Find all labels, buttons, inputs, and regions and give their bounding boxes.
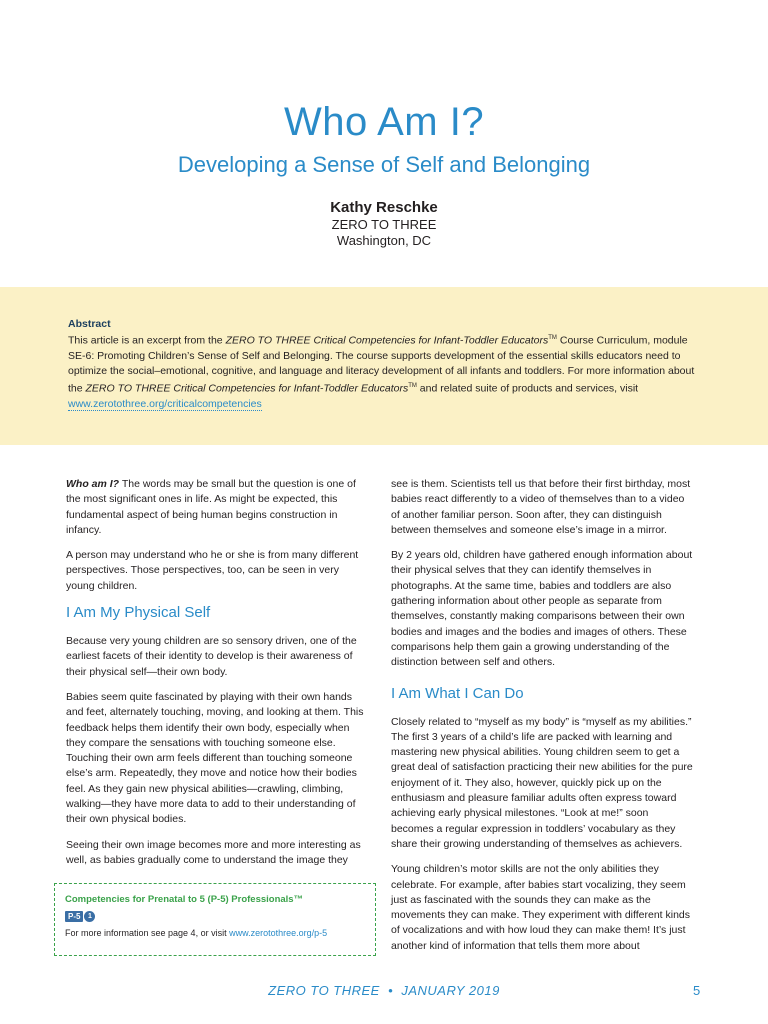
author-location: Washington, DC (336, 233, 432, 248)
left-column (66, 477, 368, 878)
section-heading-physical-self: I Am My Physical Self (66, 604, 211, 622)
paragraph: Because very young children are so sensory driven, one of the earliest facets of their identity to develop is their awareness of their physical self—their own body. (66, 635, 357, 678)
p5-badge-label: P-5 (65, 911, 83, 922)
page-number: 5 (693, 983, 701, 998)
author-block (0, 198, 768, 249)
article-subtitle: Developing a Sense of Self and Belonging (177, 152, 591, 177)
critical-competencies-link[interactable]: www.zerotothree.org/criticalcompetencies (68, 398, 262, 411)
paragraph: Young children’s motor skills are not the only abilities they celebrate. For example, after babies start vocalizing, they seem just as fascinated with the sounds they can make as the movements they can make. They experiment with different kinds of vocalizations and with how loud they can make them! It’s just another kind of information that tells them more about (391, 863, 691, 952)
paragraph: Seeing their own image becomes more and more interesting as well, as babies gradually come to understand the image they (66, 838, 361, 866)
paragraph: A person may understand who he or she is from many different perspectives. Those perspectives, too, can be seen in very young children. (66, 549, 359, 592)
paragraph: Babies seem quite fascinated by playing with their own hands and feet, alternately touching, moving, and looking at them. This feedback helps them identify their own body, especially when they compare the sensations with touching someone else. Touching their own arm feels different than touching someone else’s arm. Repeatedly, they move and notice how their bodies feel. As they gain new physical abilities—crawling, climbing, walking—they have more data to add to their understanding of their own physical bodies. (66, 690, 364, 826)
p5-badge-number-icon: 1 (84, 911, 95, 922)
author-org: ZERO TO THREE (331, 217, 437, 232)
competencies-box (54, 883, 376, 956)
paragraph: By 2 years old, children have gathered enough information about their physical selves that they can identify themselves in photographs. At the same time, babies and toddlers are also gathering information about other people as separate from themselves, constantly making comparisons between their own bodies and images and the bodies and images of others. These comparisons help them gain a growing understanding of the distinction between self and others. (391, 549, 693, 669)
paragraph: Closely related to “myself as my body” is “myself as my abilities.” The first 3 years of a child’s life are packed with learning and mastering new physical abilities. Young children seem to get a great deal of satisfaction practicing their new abilities for the pure enjoyment of it. They also, however, quickly pick up on the enthusiasm and pleasure familiar adults often express toward achieving early physical milestones. “Look at me!” soon becomes a regular expression in toddlers’ vocabulary as they share their growing understanding of themselves as achievers. (391, 715, 693, 850)
paragraph: Who am I? The words may be small but the question is one of the most significant ones in life. As might be expected, this fundamental aspect of being human begins construction in infancy. (66, 478, 356, 536)
author-name: Kathy Reschke (330, 199, 438, 216)
article-title: Who Am I? (283, 100, 485, 144)
p5-link[interactable]: www.zerotothree.org/p-5 (229, 928, 328, 938)
abstract-text: This article is an excerpt from the ZERO TO THREE Critical Competencies for Infant-Toddler Educators™ Course Curriculum, module SE-6: Promoting Children’s Sense of Self and Belonging. The course supports development of the essential skills educators need to optimize the social–emotional, cognitive, and language and literacy development of all infants and toddlers. For more information about the ZERO TO THREE Critical Competencies for Infant-Toddler Educators™ and related suite of products and services, visit www.zerotothree.org/criticalcompetencies (68, 334, 695, 411)
p5-badge (65, 911, 95, 923)
abstract-box (0, 287, 768, 445)
competencies-more-info: For more information see page 4, or visit www.zerotothree.org/p-5 (65, 928, 328, 938)
competencies-title: Competencies for Prenatal to 5 (P-5) Professionals™ (65, 894, 304, 905)
section-heading-what-i-can-do: I Am What I Can Do (391, 684, 524, 702)
footer-publication: ZERO TO THREE • JANUARY 2019 (268, 983, 500, 998)
paragraph: see is them. Scientists tell us that before their first birthday, most babies react differently to a video of themselves than to a video of another familiar person. Soon after, they can distinguish between themselves and someone else’s image in a mirror. (391, 478, 691, 536)
right-column (391, 477, 693, 964)
abstract-heading: Abstract (68, 318, 111, 330)
